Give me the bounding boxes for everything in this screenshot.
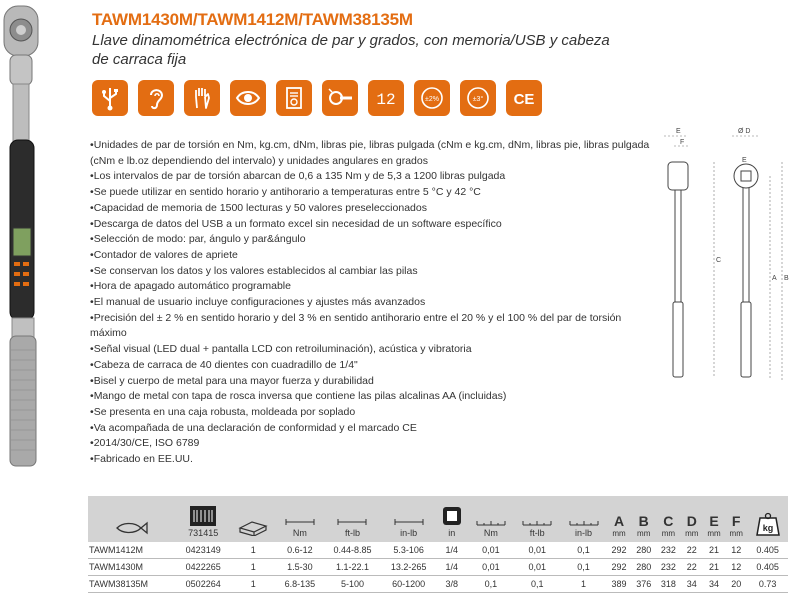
product-photo <box>0 0 80 480</box>
table-cell: 0.405 <box>756 545 779 555</box>
weight-kg-icon <box>755 512 781 536</box>
header-range-inlb-unit: in-lb <box>400 528 418 538</box>
feature-item: • Hora de apagado automático programable <box>90 279 650 295</box>
header-range-nm <box>276 496 323 542</box>
feature-item: • Se presenta en una caja robusta, moldeada por soplado <box>90 405 650 421</box>
fish-icon <box>115 520 149 536</box>
header-range-ftlb <box>323 496 381 542</box>
header-dim-a-letter: A <box>613 513 625 529</box>
table-cell: 0.405 <box>756 562 779 572</box>
table-cell: TAWM1412M <box>89 545 144 555</box>
header-dim-f-unit: mm <box>729 529 743 538</box>
ce-mark-icon <box>506 80 542 116</box>
accuracy-3-icon <box>460 80 496 116</box>
table-cell: 34 <box>686 579 697 589</box>
table-cell: 22 <box>686 545 697 555</box>
header-resolution-nm <box>468 496 514 542</box>
range-inlb-icon <box>394 518 424 526</box>
header-model <box>88 496 176 542</box>
table-cell: 280 <box>636 562 652 572</box>
spec-table <box>88 496 788 593</box>
accuracy-2-icon <box>414 80 450 116</box>
wrench-angle-icon <box>322 80 358 116</box>
header-weight <box>747 496 788 542</box>
table-cell: 1.5-30 <box>287 562 313 572</box>
table-cell: 1/4 <box>445 562 459 572</box>
feature-item: • Bisel y cuerpo de metal para una mayor fuerza y durabilidad <box>90 374 650 390</box>
dimension-label-d: Ø D <box>738 128 751 135</box>
header-resolution-inlb-unit: in-lb <box>575 528 593 538</box>
header-ean <box>176 496 230 542</box>
table-cell: 22 <box>686 562 697 572</box>
feature-item: • Capacidad de memoria de 1500 lecturas y 50 valores preseleccionados <box>90 201 650 217</box>
table-cell: 0,01 <box>482 562 500 572</box>
resolution-inlb-icon <box>569 518 599 526</box>
hand-icon <box>184 80 220 116</box>
table-cell: 0422265 <box>185 562 221 572</box>
table-cell: 5-100 <box>340 579 364 589</box>
feature-item: • El manual de usuario incluye configuraciones y ajustes más avanzados <box>90 295 650 311</box>
feature-list <box>90 138 650 468</box>
table-cell: 376 <box>636 579 652 589</box>
table-cell: 0502264 <box>185 579 221 589</box>
eye-icon <box>230 80 266 116</box>
table-cell: TAWM1430M <box>89 562 144 572</box>
header-square-drive-unit: in <box>448 528 456 538</box>
feature-icons <box>92 80 542 116</box>
table-row <box>88 576 788 593</box>
boxes-icon <box>238 518 268 536</box>
table-cell: 232 <box>660 545 676 555</box>
table-cell: 0,01 <box>482 545 500 555</box>
resolution-nm-icon <box>476 518 506 526</box>
header-dim-c-unit: mm <box>661 529 676 538</box>
table-cell: 1 <box>250 562 256 572</box>
header-dim-e-letter: E <box>709 513 719 529</box>
header-dim-a <box>607 496 632 542</box>
dimension-label-c: C <box>716 257 722 264</box>
feature-item: • Va acompañada de una declaración de conformidad y el marcado CE <box>90 421 650 437</box>
table-cell: 0.6-12 <box>287 545 313 555</box>
table-cell: 12 <box>731 545 742 555</box>
table-cell: 280 <box>636 545 652 555</box>
feature-item: • Se conservan los datos y los valores establecidos al cambiar las pilas <box>90 264 650 280</box>
usb-icon <box>92 80 128 116</box>
header-dim-e <box>703 496 725 542</box>
table-cell: 1 <box>581 579 587 589</box>
square-drive-icon <box>442 506 462 526</box>
table-cell: TAWM38135M <box>89 579 149 589</box>
digital-display-text: 12 <box>376 91 396 109</box>
dimension-label-a: A <box>772 275 777 282</box>
table-cell: 292 <box>611 562 627 572</box>
table-row <box>88 559 788 576</box>
table-cell: 0,01 <box>528 562 546 572</box>
svg-text:kg: kg <box>762 523 773 533</box>
table-cell: 389 <box>611 579 627 589</box>
accuracy-2-text: ±2% <box>425 96 439 103</box>
range-ftlb-icon <box>337 518 367 526</box>
header-dim-d-letter: D <box>686 513 697 529</box>
header-resolution-inlb <box>560 496 606 542</box>
feature-item: • Señal visual (LED dual + pantalla LCD con retroiluminación), acústica y vibratoria <box>90 342 650 358</box>
dimension-label-e2: E <box>742 157 747 164</box>
product-subtitle: Llave dinamométrica electrónica de par y grados, con memoria/USB y cabeza de carraca fija <box>92 32 610 68</box>
header-dim-c <box>656 496 681 542</box>
table-cell: 34 <box>708 579 719 589</box>
feature-item: • Cabeza de carraca de 40 dientes con cuadradillo de 1/4" <box>90 358 650 374</box>
header-dim-f <box>725 496 747 542</box>
table-cell: 21 <box>708 545 719 555</box>
table-cell: 292 <box>611 545 627 555</box>
feature-item: • Unidades de par de torsión en Nm, kg.cm, dNm, libras pie, libras pulgada (cNm e kg.cm, dNm, libras pie, libras pulgada (cNm e lb.oz dependiendo del intervalo) y unidades angulares en grados <box>90 138 650 169</box>
table-cell: 1 <box>250 579 256 589</box>
digital-display-icon <box>368 80 404 116</box>
fan-barcode-icon <box>190 506 216 526</box>
header-square-drive <box>436 496 468 542</box>
feature-item: • Se puede utilizar en sentido horario y antihorario a temperaturas entre 5 °C y 42 °C <box>90 185 650 201</box>
table-cell: 1 <box>250 545 256 555</box>
feature-item: • Fabricado en EE.UU. <box>90 452 650 468</box>
table-cell: 3/8 <box>445 579 459 589</box>
header-dim-e-unit: mm <box>707 529 721 538</box>
dimension-label-b: B <box>784 275 789 282</box>
feature-item: • Selección de modo: par, ángulo y par&ángulo <box>90 232 650 248</box>
table-cell: 12 <box>731 562 742 572</box>
ear-icon <box>138 80 174 116</box>
table-cell: 0423149 <box>185 545 221 555</box>
table-cell: 20 <box>731 579 742 589</box>
table-cell: 5.3-106 <box>393 545 424 555</box>
ce-mark-text: CE <box>513 91 535 108</box>
dimension-label-e: E <box>676 128 681 135</box>
spec-table-header <box>88 496 788 542</box>
table-cell: 0,1 <box>530 579 544 589</box>
header-range-nm-unit: Nm <box>292 528 307 538</box>
resolution-ftlb-icon <box>522 518 552 526</box>
header-resolution-ftlb <box>514 496 560 542</box>
table-cell: 0.73 <box>758 579 777 589</box>
range-nm-icon <box>285 518 315 526</box>
header-dim-c-letter: C <box>663 513 674 529</box>
table-cell: 60-1200 <box>392 579 426 589</box>
feature-item: • Precisión del ± 2 % en sentido horario y del 3 % en sentido antihorario entre el 20 % y el 100 % del par de torsión máximo <box>90 311 650 342</box>
table-row <box>88 542 788 559</box>
header-resolution-ftlb-unit: ft-lb <box>529 528 545 538</box>
table-cell: 0.44-8.85 <box>333 545 372 555</box>
feature-item: • 2014/30/CE, ISO 6789 <box>90 436 650 452</box>
header-dim-b <box>631 496 656 542</box>
table-cell: 0,1 <box>484 579 498 589</box>
accuracy-3-text: ±3° <box>472 96 484 103</box>
table-cell: 0,01 <box>528 545 546 555</box>
feature-item: • Descarga de datos del USB a un formato excel sin necesidad de un software específico <box>90 217 650 233</box>
feature-item: • Los intervalos de par de torsión abarcan de 0,6 a 135 Nm y de 5,3 a 1200 libras pulgada <box>90 169 650 185</box>
header-ean-text: 731415 <box>188 528 219 538</box>
table-cell: 318 <box>660 579 676 589</box>
table-cell: 1/4 <box>445 545 459 555</box>
header-dim-f-letter: F <box>731 513 741 529</box>
header-dim-a-unit: mm <box>612 529 626 538</box>
header-range-ftlb-unit: ft-lb <box>344 528 360 538</box>
product-title: TAWM1430M/TAWM1412M/TAWM38135M <box>92 10 413 29</box>
header-dim-d <box>681 496 703 542</box>
header-resolution-nm-unit: Nm <box>483 528 498 538</box>
header-dim-d-unit: mm <box>685 529 699 538</box>
header-dim-b-letter: B <box>638 513 649 529</box>
table-cell: 1.1-22.1 <box>335 562 369 572</box>
table-cell: 13.2-265 <box>390 562 427 572</box>
dimension-label-f: F <box>680 139 685 146</box>
table-cell: 21 <box>708 562 719 572</box>
header-quantity <box>230 496 276 542</box>
certificate-icon <box>276 80 312 116</box>
header-range-inlb <box>381 496 435 542</box>
dimension-drawing <box>658 122 798 392</box>
table-cell: 232 <box>660 562 676 572</box>
feature-item: • Mango de metal con tapa de rosca inversa que contiene las pilas alcalinas AA (incluidas) <box>90 389 650 405</box>
table-cell: 6.8-135 <box>284 579 316 589</box>
feature-item: • Contador de valores de apriete <box>90 248 650 264</box>
header-dim-b-unit: mm <box>637 529 651 538</box>
table-cell: 0,1 <box>577 562 590 572</box>
table-cell: 0,1 <box>577 545 590 555</box>
